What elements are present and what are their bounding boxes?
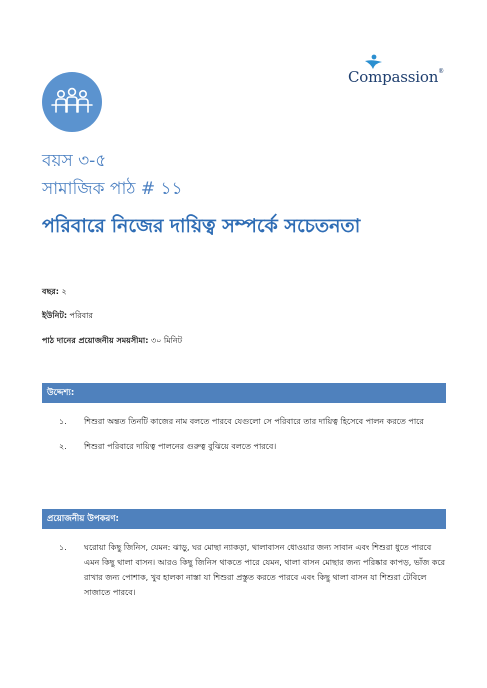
children-group-icon [42,72,102,132]
list-item-number: ২. [59,442,67,451]
meta-unit-value: পরিবার [67,311,93,320]
compassion-logo [344,54,448,90]
materials-list [42,540,446,610]
list-item-text: শিশুরা অন্তত তিনটি কাজের নাম বলতে পারবে যেগুলো সে পরিবারে তার দায়িত্ব হিসেবে পালন করতে পারে [84,417,424,426]
list-item-text: শিশুরা পরিবারে দায়িত্ব পালনের গুরুত্ব বুঝিয়ে বলতে পারবে। [84,442,277,451]
list-item-number: ১. [59,543,67,552]
meta-year-label: বছর: [42,287,59,296]
objectives-list [42,414,446,464]
age-range: বয়স ৩-৫ [42,151,107,171]
meta-year [42,286,67,299]
meta-unit-label: ইউনিট: [42,311,68,320]
meta-year-value: ২ [58,287,67,296]
list-item [42,414,446,429]
list-item-text: ঘরোয়া কিছু জিনিস, যেমন: ঝাড়ু, ঘর মোছা ন্যাকড়া, থালাবাসন ধোওয়ার জন্য সাবান এবং শিশুরা ধুতে পারবে এমন কিছু থালা বাসন। আরও কিছু জিনিস থাকতে পারে যেমন, থালা বাসন মোছার জন্য পরিষ্কার কাপড়, ভাঁজ করে রাখার জন্য পোশাক, খুব হালকা নাস্তা যা শিশুরা প্রস্তুত করতে পারবে এবং কিছু থালা বাসন যা শিশুরা টেবিলে সাজাতে পারবে। [84,543,446,597]
list-item-number: ১. [59,417,67,426]
objectives-header: উদ্দেশ্য: [42,383,446,403]
logo-text: Compassion [348,68,439,86]
list-item [42,439,446,454]
meta-duration-label: পাঠ দানের প্রয়োজনীয় সময়সীমা: [42,336,149,345]
registered-mark: ® [438,68,444,75]
meta-unit [42,310,93,323]
list-item [42,540,446,600]
lesson-number: সামাজিক পাঠ # ১১ [42,179,183,199]
meta-duration [42,335,182,348]
meta-duration-value: ৩০ মিনিট [148,336,183,345]
materials-header: প্রয়োজনীয় উপকরণ: [42,509,446,529]
lesson-title: পরিবারে নিজের দায়িত্ব সম্পর্কে সচেতনতা [42,215,361,237]
